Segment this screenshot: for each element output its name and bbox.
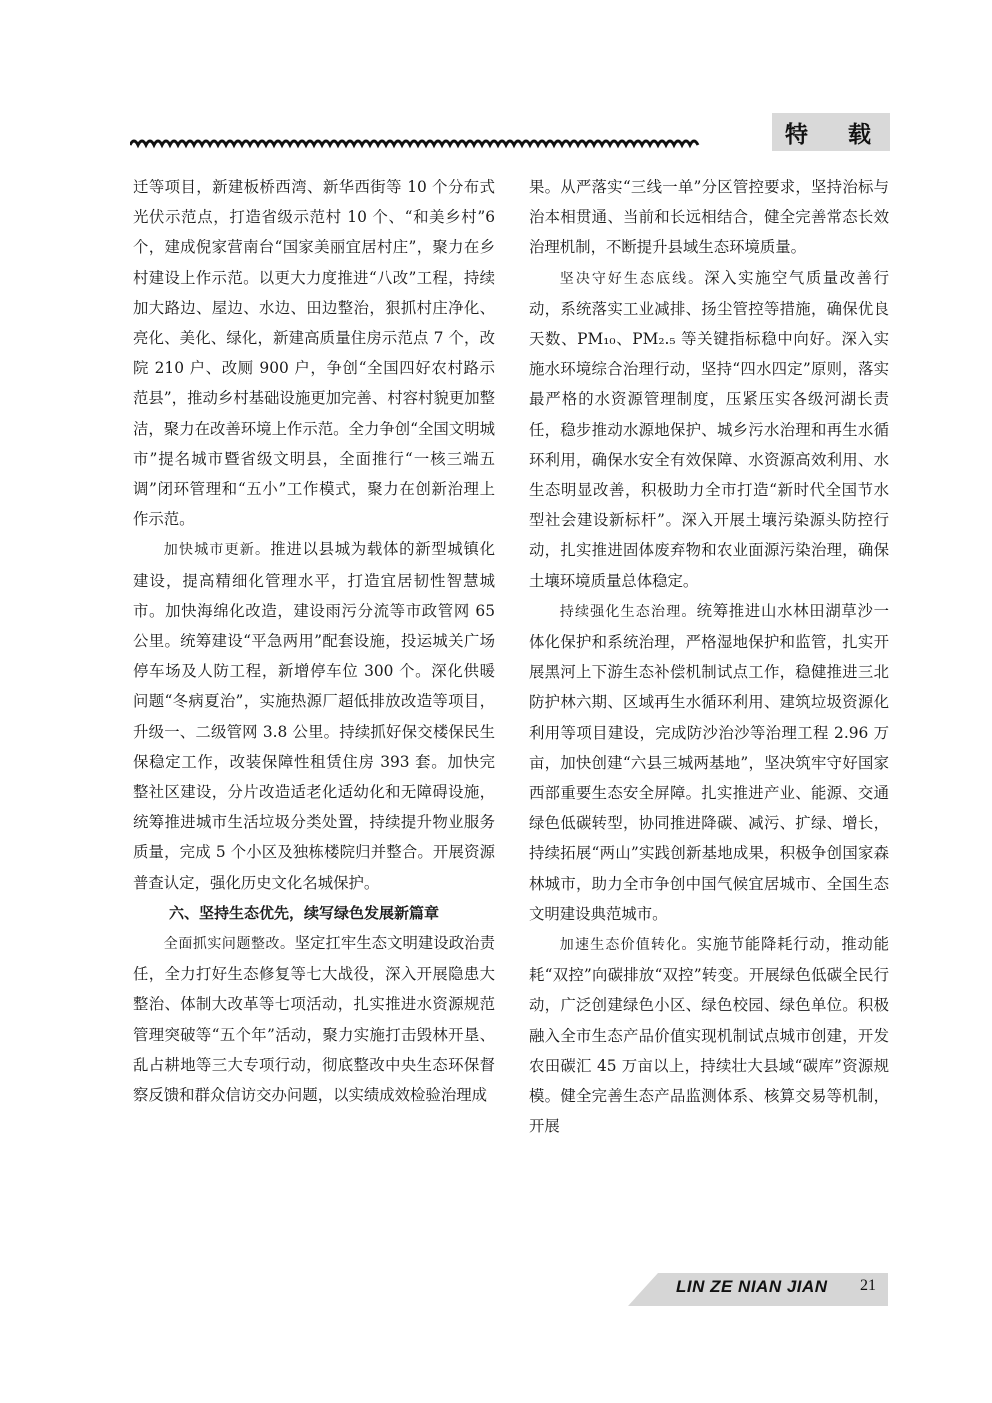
left-paragraph-urban-renewal [133,534,495,897]
paragraph-lead: 加速生态价值转化。 [559,937,697,954]
right-paragraph-eco-governance [529,596,889,929]
left-column [133,172,495,1110]
section-heading: 六、坚持生态优先，续写绿色发展新篇章 [169,903,440,922]
paragraph-lead: 持续强化生态治理。 [559,603,697,620]
paragraph-lead: 坚决守好生态底线。 [559,270,705,287]
paragraph-body: 坚定扛牢生态文明建设政治责任，全力打好生态修复等七大战役，深入开展隐患大整治、体制大改革等七项活动，扎实推进水资源规范管理突破等“五个年”活动，聚力实施打击毁林开垦、乱占耕地等三大专项行动，彻底整改中央生态环保督察反馈和群众信访交办问题，以实绩成效检验治理成 [133,934,495,1105]
header-wave-rule [130,131,772,151]
right-paragraph-eco-baseline [529,263,889,596]
page-number: 21 [860,1277,876,1294]
journal-name: LIN ZE NIAN JIAN [676,1277,828,1296]
paragraph-body: 深入实施空气质量改善行动，系统落实工业减排、扬尘管控等措施，确保优良天数、PM₁₀、PM₂.₅ 等关键指标稳中向好。深入实施水环境综合治理行动，坚持“四水四定”原则，落实最严格的水资源管理制度，压紧压实各级河湖长责任，稳步推动水源地保护、城乡污水治理和再生水循环利用，确保水安全有效保障、水资源高效利用、水生态明显改善，积极助力全市打造“新时代全国节水型社会建设新标杆”。深入开展土壤污染源头防控行动，扎实推进固体废弃物和农业面源污染治理，确保土壤环境质量总体稳定。 [529,268,889,590]
right-paragraph-continued: 果。从严落实“三线一单”分区管控要求，坚持治标与治本相贯通、当前和长远相结合，健全完善常态长效治理机制，不断提升县域生态环境质量。 [529,178,889,257]
paragraph-body: 统筹推进山水林田湖草沙一体化保护和系统治理，严格湿地保护和监管，扎实开展黑河上下游生态补偿机制试点工作，稳健推进三北防护林六期、区域再生水循环利用、建筑垃圾资源化利用等项目建设，完成防沙治沙等治理工程 2.96 万亩，加快创建“六县三城两基地”，坚决筑牢守好国家西部重要生态安全屏障。扎实推进产业、能源、交通绿色低碳转型，协同推进降碳、减污、扩绿、增长，持续拓展“两山”实践创新基地成果，积极争创国家森林城市，助力全市争创中国气候宜居城市、全国生态文明建设典范城市。 [529,601,889,923]
right-paragraph-eco-value [529,929,889,1141]
paragraph-body: 实施节能降耗行动，推动能耗“双控”向碳排放“双控”转变。开展绿色低碳全民行动，广泛创建绿色小区、绿色校园、绿色单位。积极融入全市生态产品价值实现机制试点城市创建，开发农田碳汇 45 万亩以上，持续壮大县域“碳库”资源规模。健全完善生态产品监测体系、核算交易等机制，开展 [529,935,889,1136]
right-column [529,172,889,1142]
paragraph-lead: 全面抓实问题整改。 [163,936,295,953]
paragraph-lead: 加快城市更新。 [163,542,271,559]
left-paragraph-continued: 迁等项目，新建板桥西湾、新华西街等 10 个分布式光伏示范点，打造省级示范村 10 个、“和美乡村”6 个，建成倪家营南台“国家美丽宜居村庄”，聚力在乡村建设上作示范。以更大力度推进“八改”工程，持续加大路边、屋边、水边、田边整治，狠抓村庄净化、亮化、美化、绿化，新建高质量住房示范点 7 个，改院 210 户、改厕 900 户，争创“全国四好农村路示范县”，推动乡村基础设施更加完善、村容村貌更加整洁，聚力在改善环境上作示范。全力争创“全国文明城市”提名城市暨省级文明县，全面推行“一核三端五调”闭环管理和“五小”工作模式，聚力在创新治理上作示范。 [133,178,495,529]
section-tag: 特 载 [772,113,890,151]
left-paragraph-rectification [133,928,495,1110]
paragraph-body: 推进以县城为载体的新型城镇化建设，提高精细化管理水平，打造宜居韧性智慧城市。加快海绵化改造，建设雨污分流等市政管网 65 公里。统筹建设“平急两用”配套设施，投运城关广场停车场及人防工程，新增停车位 300 个。深化供暖问题“冬病夏治”，实施热源厂超低排放改造等项目，升级一、二级管网 3.8 公里。持续抓好保交楼保民生保稳定工作，改装保障性租赁住房 393 套。加快完整社区建设，分片改造适老化适幼化和无障碍设施，统筹推进城市生活垃圾分类处置，持续提升物业服务质量，完成 5 个小区及独栋楼院归并整合。开展资源普查认定，强化历史文化名城保护。 [133,540,495,892]
